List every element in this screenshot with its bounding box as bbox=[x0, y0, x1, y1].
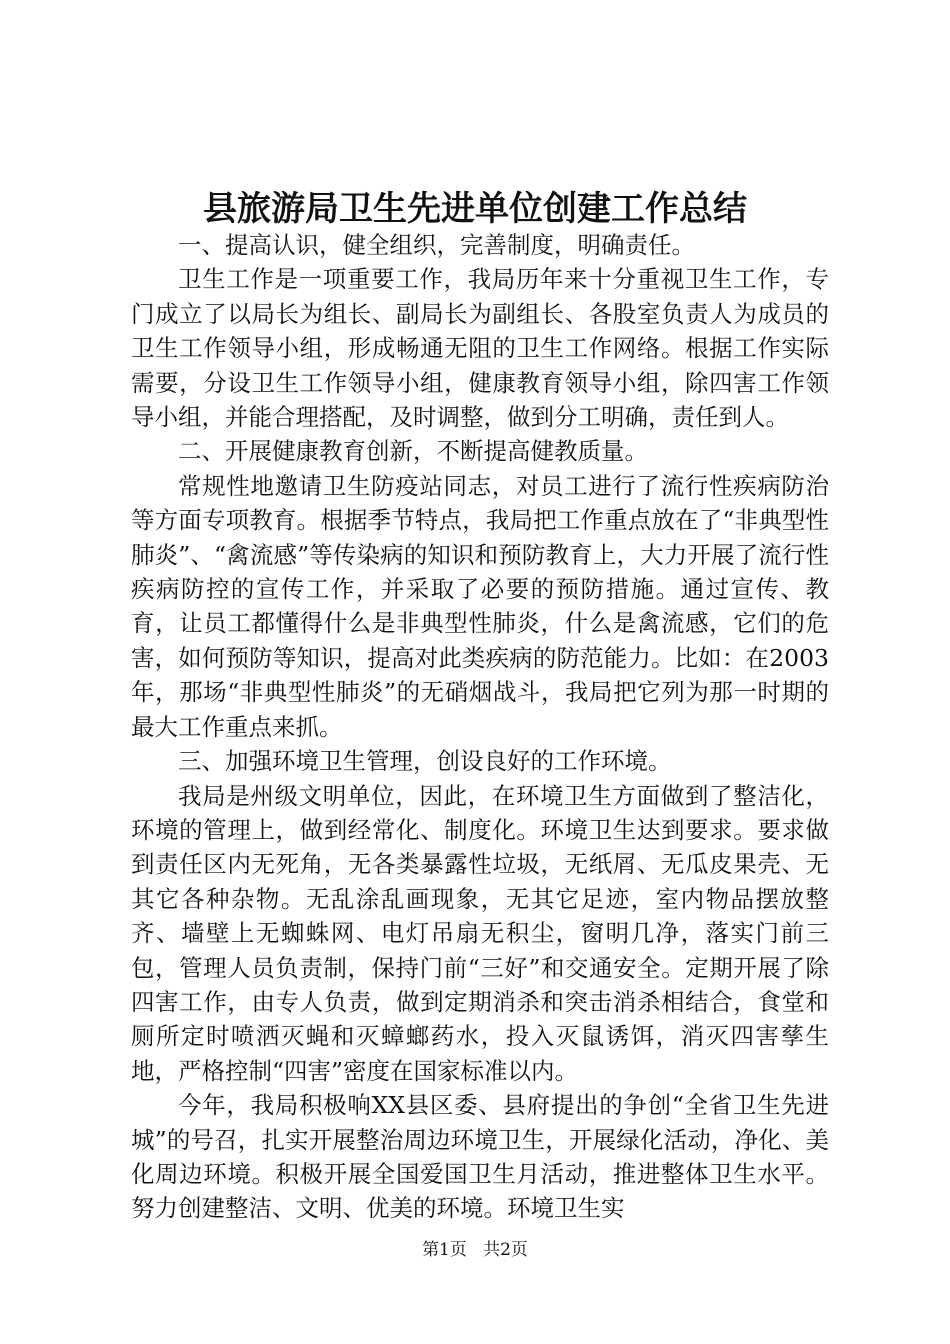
section-heading-2: 二、开展健康教育创新，不断提高健教质量。 bbox=[178, 437, 648, 466]
section-heading-3: 三、加强环境卫生管理，创设良好的工作环境。 bbox=[178, 747, 672, 776]
section-heading-1: 一、提高认识，健全组织，完善制度，明确责任。 bbox=[178, 231, 695, 259]
paragraph: 今年，我局积极响XX县区委、县府提出的争创“全省卫生先进城”的号召，扎实开展整治周边环境卫生，开展绿化活动，净化、美化周边环境。积极开展全国爱国卫生月活动，推进整体卫生水平。努力创建整洁、文明、优美的环境。环境卫生实 bbox=[131, 1091, 829, 1223]
page-separator bbox=[472, 1240, 477, 1260]
document-title: 县旅游局卫生先进单位创建工作总结 bbox=[203, 189, 747, 229]
page-footer bbox=[0, 1238, 950, 1262]
paragraph: 卫生工作是一项重要工作，我局历年来十分重视卫生工作，专门成立了以局长为组长、副局长为副组长、各股室负责人为成员的卫生工作领导小组，形成畅通无阻的卫生工作网络。根据工作实际需要，分设卫生工作领导小组，健康教育领导小组，除四害工作领导小组，并能合理搭配，及时调整，做到分工明确，责任到人。 bbox=[131, 265, 829, 432]
paragraph: 常规性地邀请卫生防疫站同志，对员工进行了流行性疾病防治等方面专项教育。根据季节特点，我局把工作重点放在了“非典型性肺炎”、“禽流感”等传染病的知识和预防教育上，大力开展了流行性疾病防控的宣传工作，并采取了必要的预防措施。通过宣传、教育，让员工都懂得什么是非典型性肺炎，什么是禽流感，它们的危害，如何预防等知识，提高对此类疾病的防范能力。比如：在2003年，那场“非典型性肺炎”的无硝烟战斗，我局把它列为那一时期的最大工作重点来抓。 bbox=[131, 471, 829, 741]
page-total: 共2页 bbox=[483, 1240, 528, 1260]
page-number: 第1页 bbox=[422, 1240, 467, 1260]
document-body bbox=[131, 228, 829, 1226]
paragraph: 我局是州级文明单位，因此，在环境卫生方面做到了整洁化，环境的管理上，做到经常化、制度化。环境卫生达到要求。要求做到责任区内无死角，无各类暴露性垃圾，无纸屑、无瓜皮果壳、无其它各种杂物。无乱涂乱画现象，无其它足迹，室内物品摆放整齐、墙壁上无蜘蛛网、电灯吊扇无积尘，窗明几净，落实门前三包，管理人员负责制，保持门前“三好”和交通安全。定期开展了除四害工作，由专人负责，做到定期消杀和突击消杀相结合，食堂和厕所定时喷洒灭蝇和灭蟑螂药水，投入灭鼠诱饵，消灭四害孳生地，严格控制“四害”密度在国家标准以内。 bbox=[131, 781, 829, 1085]
